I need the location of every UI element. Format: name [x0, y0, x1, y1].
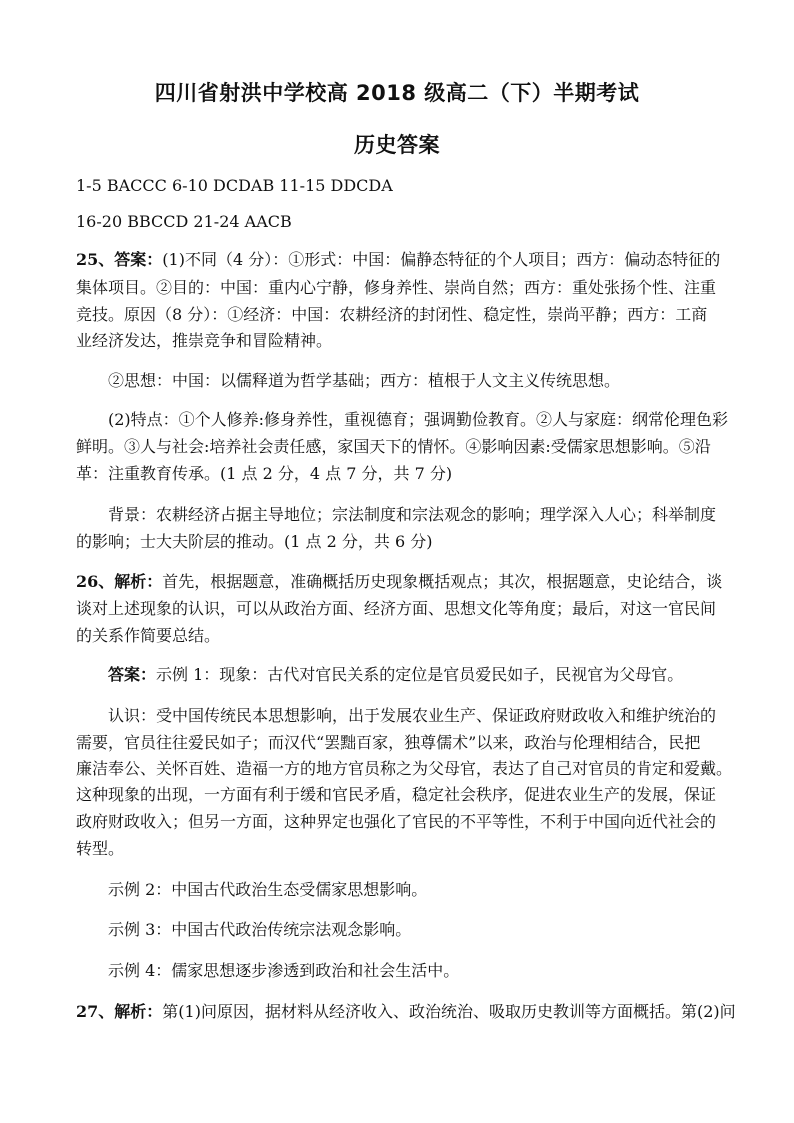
- q26-answer-line-1: [108, 665, 683, 685]
- q26-answer-line-4: 廉洁奉公、关怀百姓、造福一方的地方官员称之为父母官，表达了自己对官员的肯定和爱戴。: [76, 759, 733, 778]
- q25-line-7: 鲜明。③人与社会:培养社会责任感，家国天下的情怀。④影响因素:受儒家思想影响。⑤沿: [76, 437, 711, 456]
- q27-line-1: [76, 1002, 736, 1022]
- q25-line-10: 的影响；士大夫阶层的推动。(1 点 2 分，共 6 分): [76, 532, 433, 551]
- q25-line-4: 业经济发达，推崇竞争和冒险精神。: [76, 331, 333, 350]
- q26-answer-text: 示例 1：现象：古代对官民关系的定位是官员爱民如子，民视官为父母官。: [156, 665, 684, 684]
- document-subtitle: 历史答案: [354, 133, 440, 157]
- q25-line-1: [76, 250, 720, 270]
- q26-label: 26、解析：: [76, 572, 163, 591]
- q26-answer-line-7: 转型。: [76, 839, 125, 858]
- choice-answers-line-2: 16-20 BBCCD 21-24 AACB: [76, 212, 292, 231]
- q26-example-4: 示例 4：儒家思想逐步渗透到政治和社会生活中。: [108, 961, 460, 980]
- q25-line-5: ②思想：中国：以儒释道为哲学基础；西方：植根于人文主义传统思想。: [108, 371, 621, 390]
- q26-answer-line-2: 认识：受中国传统民本思想影响，出于发展农业生产、保证政府财政收入和维护统治的: [108, 706, 717, 725]
- choice-answers-line-1: 1-5 BACCC 6-10 DCDAB 11-15 DDCDA: [76, 176, 393, 195]
- q26-line-3: 的关系作简要总结。: [76, 626, 221, 645]
- q26-line-2: 谈对上述现象的认识，可以从政治方面、经济方面、思想文化等角度；最后，对这一官民间: [76, 599, 717, 618]
- q26-answer-label: 答案：: [108, 665, 157, 684]
- q27-text: 第(1)问原因，据材料从经济收入、政治统治、吸取历史教训等方面概括。第(2)问: [162, 1002, 736, 1021]
- q25-line-9: 背景：农耕经济占据主导地位；宗法制度和宗法观念的影响；理学深入人心；科举制度: [108, 505, 717, 524]
- q27-label: 27、解析：: [76, 1002, 163, 1021]
- q25-line-8: 革：注重教育传承。(1 点 2 分，4 点 7 分，共 7 分): [76, 464, 453, 483]
- q26-answer-line-3: 需要，官员往往爱民如子；而汉代“罢黜百家，独尊儒术”以来，政治与伦理相结合，民把: [76, 733, 701, 752]
- q26-example-2: 示例 2：中国古代政治生态受儒家思想影响。: [108, 880, 428, 899]
- q26-answer-line-6: 政府财政收入；但另一方面，这种界定也强化了官民的不平等性，不利于中国向近代社会的: [76, 812, 717, 831]
- q26-line-1: [76, 572, 722, 592]
- q25-line-3: 竞技。原因（8 分）：①经济：中国：农耕经济的封闭性、稳定性，崇尚平静；西方：工商: [76, 305, 708, 324]
- q25-line-6: (2)特点：①个人修养:修身养性，重视德育；强调勤俭教育。②人与家庭：纲常伦理色彩: [108, 410, 729, 429]
- q26-answer-line-5: 这种现象的出现，一方面有利于缓和官民矛盾，稳定社会秩序，促进农业生产的发展，保证: [76, 785, 717, 804]
- q25-text: (1)不同（4 分）：①形式：中国：偏静态特征的个人项目；西方：偏动态特征的: [162, 250, 721, 269]
- q25-label: 25、答案：: [76, 250, 163, 269]
- q25-line-2: 集体项目。②目的：中国：重内心宁静，修身养性、崇尚自然；西方：重处张扬个性、注重: [76, 278, 717, 297]
- document-title: 四川省射洪中学校高 2018 级高二（下）半期考试: [154, 81, 640, 105]
- q26-example-3: 示例 3：中国古代政治传统宗法观念影响。: [108, 920, 412, 939]
- q26-text: 首先，根据题意，准确概括历史现象概括观点；其次，根据题意，史论结合，谈: [162, 572, 723, 591]
